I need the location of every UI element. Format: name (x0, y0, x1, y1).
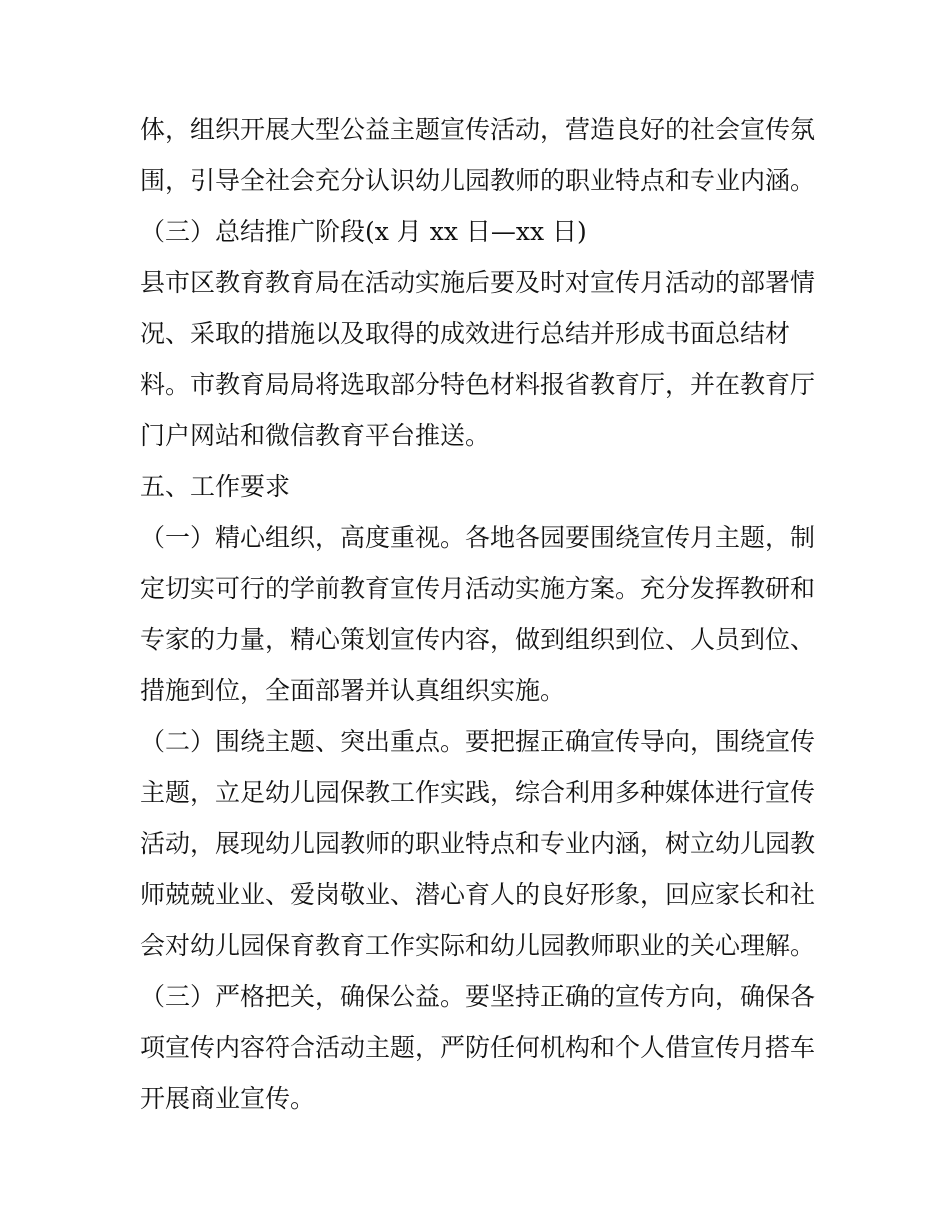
section-heading: 五、工作要求 (140, 472, 291, 501)
body-line: 会对幼儿园保育教育工作实际和幼儿园教师职业的关心理解。 (140, 931, 816, 960)
body-line: 定切实可行的学前教育宣传月活动实施方案。充分发挥教研和 (140, 574, 816, 603)
body-line: 料。市教育局局将选取部分特色材料报省教育厅，并在教育厅 (140, 370, 816, 399)
body-line: 措施到位，全面部署并认真组织实施。 (140, 676, 566, 705)
body-line: 活动，展现幼儿园教师的职业特点和专业内涵，树立幼儿园教 (140, 829, 816, 858)
body-line: 开展商业宣传。 (140, 1084, 316, 1113)
section-heading: （三）总结推广阶段(x 月 xx 日—xx 日) (140, 217, 587, 246)
body-line: 专家的力量，精心策划宣传内容，做到组织到位、人员到位、 (140, 625, 816, 654)
document-body (140, 104, 820, 1124)
body-line: 县市区教育教育局在活动实施后要及时对宣传月活动的部署情 (140, 268, 816, 297)
body-line: 主题，立足幼儿园保教工作实践，综合利用多种媒体进行宣传 (140, 778, 816, 807)
body-line: 围，引导全社会充分认识幼儿园教师的职业特点和专业内涵。 (140, 166, 816, 195)
body-line: 师兢兢业业、爱岗敬业、潜心育人的良好形象，回应家长和社 (140, 880, 816, 909)
body-line: （二）围绕主题、突出重点。要把握正确宣传导向，围绕宣传 (140, 727, 816, 756)
body-line: 体，组织开展大型公益主题宣传活动，营造良好的社会宣传氛 (140, 115, 816, 144)
body-line: （三）严格把关，确保公益。要坚持正确的宣传方向，确保各 (140, 982, 816, 1011)
body-line: （一）精心组织，高度重视。各地各园要围绕宣传月主题，制 (140, 523, 816, 552)
body-line: 门户网站和微信教育平台推送。 (140, 421, 491, 450)
body-line: 况、采取的措施以及取得的成效进行总结并形成书面总结材 (140, 319, 791, 348)
body-line: 项宣传内容符合活动主题，严防任何机构和个人借宣传月搭车 (140, 1033, 816, 1062)
